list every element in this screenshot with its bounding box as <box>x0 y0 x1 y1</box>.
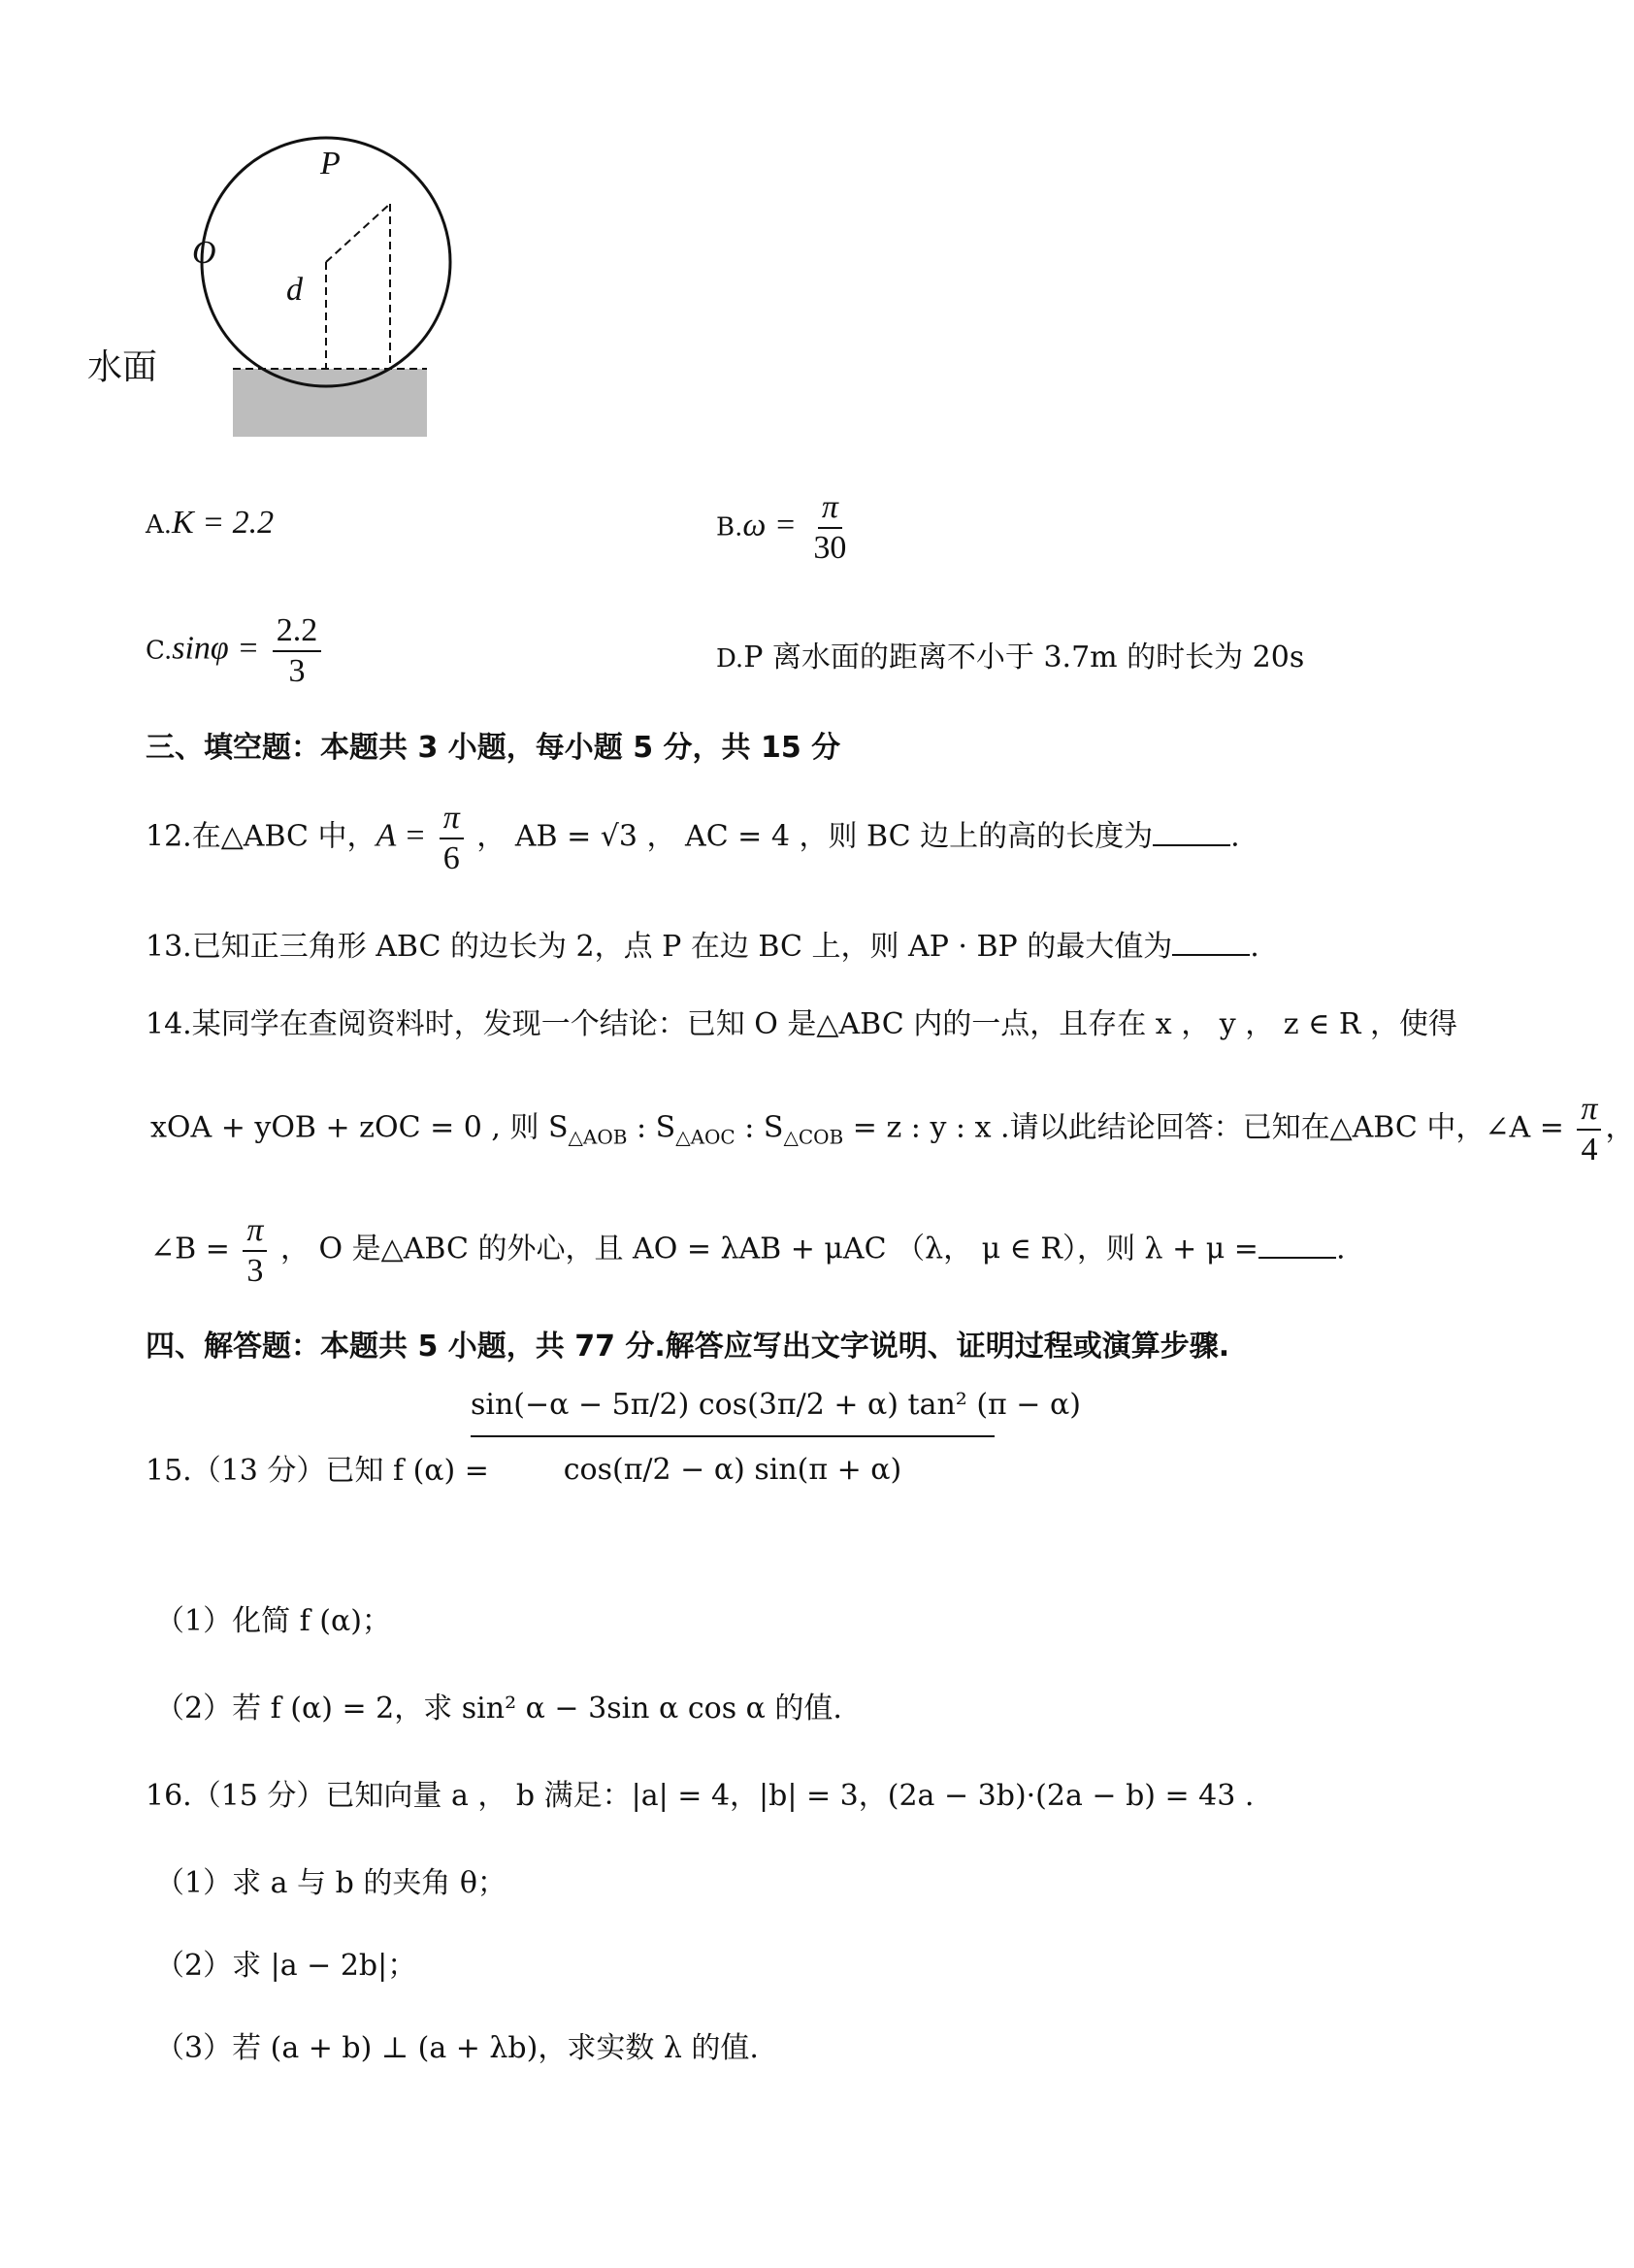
q15-denominator: cos(π/2 − α) sin(π + α) <box>563 1453 902 1487</box>
q15-fraction <box>471 1388 1081 1487</box>
q15-part2: （2）若 f (α) = 2，求 sin² α − 3sin α cos α 的值. <box>155 1692 842 1726</box>
section-4-heading: 四、解答题：本题共 5 小题，共 77 分.解答应写出文字说明、证明过程或演算步骤. <box>146 1330 1230 1364</box>
q16-part1: （1）求 a 与 b 的夹角 θ； <box>155 1866 507 1900</box>
water-block <box>233 369 427 437</box>
circle-diagram <box>136 146 543 446</box>
label-water: 水面 <box>87 347 158 387</box>
ferris-wheel-figure <box>87 146 543 446</box>
label-d: d <box>286 272 303 308</box>
choice-C: C.sinφ = $\frac{2.2}{3}$ <box>146 613 325 688</box>
section-3-heading: 三、填空题：本题共 3 小题，每小题 5 分，共 15 分 <box>146 731 841 765</box>
label-O: O <box>192 235 216 271</box>
choice-D: D.P 离水面的距离不小于 3.7m 的时长为 20s <box>716 641 1305 674</box>
question-14-line2: xOA + yOB + zOC = 0 , 则 $S_{\triangle AOB}$ : $S_{\triangle AOC}$ : $S_{\triangle COB} = z$ : y : x .请以此结论回答：已知在△ABC 中，∠A = $\frac{\pi}{4}$ ， <box>150 1091 1634 1167</box>
question-16-stem: 16.（15 分）已知向量 a ， b 满足：|a| = 4，|b| = 3，(2a − 3b)·(2a − b) = 43 . <box>146 1779 1255 1813</box>
choice-B: B.ω = $\frac{\pi}{30}$ <box>716 489 847 566</box>
label-P: P <box>320 146 341 181</box>
question-14-line3: ∠B = $\frac{\pi}{3}$ ， O 是△ABC 的外心，且 AO = λAB + μAC （λ， μ ∈ R），则 λ + μ = . <box>150 1212 1346 1289</box>
choice-A: A.K = 2.2 <box>146 505 275 541</box>
q16-part3: （3）若 (a + b) ⊥ (a + λb)，求实数 λ 的值. <box>155 2031 759 2065</box>
q15-numerator: sin(−α − 5π/2) cos(3π/2 + α) tan² (π − α) <box>471 1388 995 1437</box>
q15-part1: （1）化简 f (α)； <box>155 1604 391 1638</box>
question-14-line1: 14.某同学在查阅资料时，发现一个结论：已知 O 是△ABC 内的一点，且存在 x ， y ， z ∈ R ，使得 <box>146 1007 1457 1041</box>
question-12: 12.在△ABC 中，A = $\frac{\pi}{6}$ ， AB = √3 ， AC = 4 ，则 BC 边上的高的长度为 . <box>146 800 1240 876</box>
q16-part2: （2）求 |a − 2b|； <box>155 1949 417 1983</box>
question-15-stem: 15.（13 分）已知 f (α) = <box>146 1454 489 1488</box>
radius-OP <box>326 204 390 262</box>
question-13: 13.已知正三角形 ABC 的边长为 2，点 P 在边 BC 上，则 AP · BP 的最大值为 . <box>146 930 1259 964</box>
